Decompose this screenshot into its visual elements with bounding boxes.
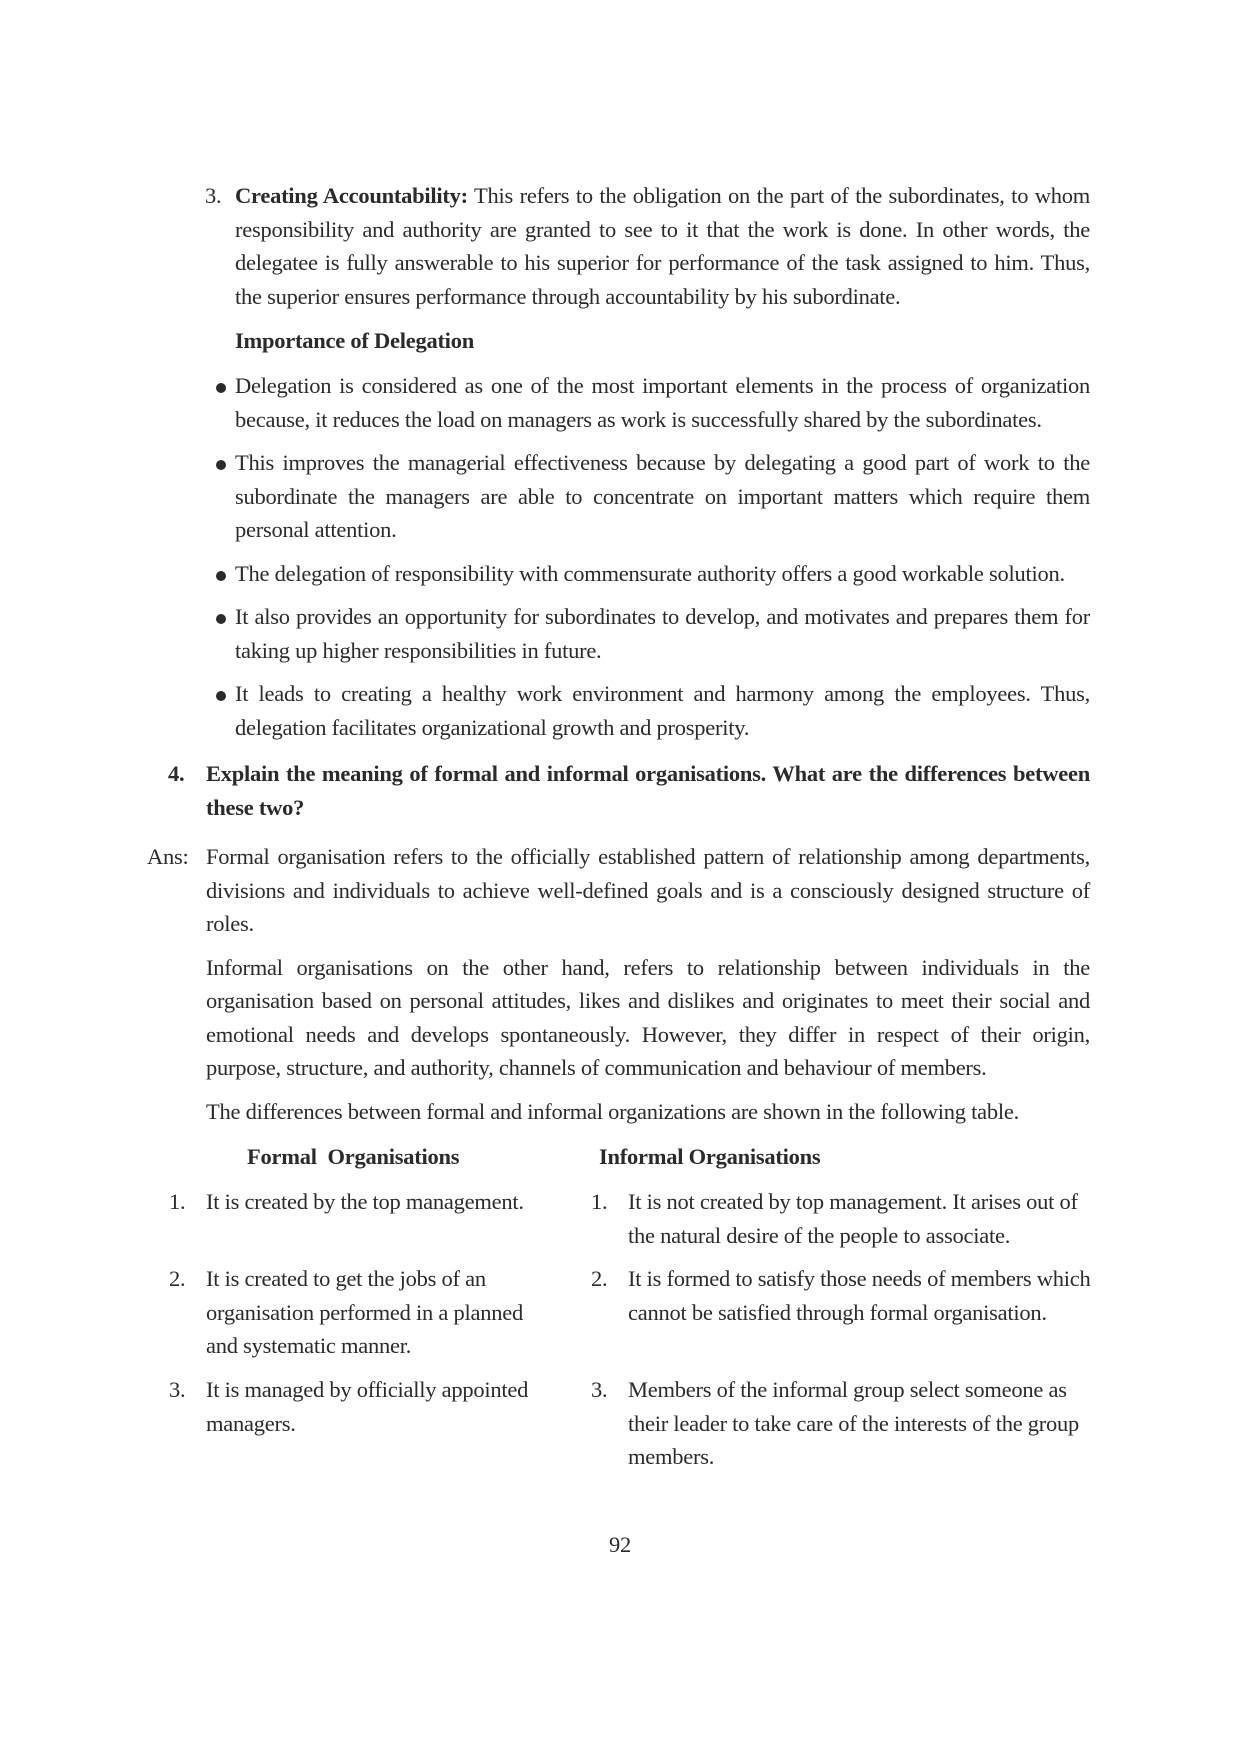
cell-text: It is formed to satisfy those needs of members which cannot be satisfied through formal organisation. xyxy=(628,1266,1091,1325)
cell-number: 1. xyxy=(169,1189,186,1214)
table-cell-informal xyxy=(591,1185,1091,1252)
bullet-text: Delegation is considered as one of the most important elements in the process of organization because, it reduces the load on managers as work is successfully shared by the subordinates. xyxy=(235,373,1090,432)
bullet-item xyxy=(215,446,1090,547)
bullet-text: The delegation of responsibility with commensurate authority offers a good workable solution. xyxy=(235,560,1065,586)
answer-paragraph: The differences between formal and informal organizations are shown in the following table. xyxy=(206,1098,1020,1124)
cell-text: Members of the informal group select someone as their leader to take care of the interests of the group members. xyxy=(628,1377,1080,1469)
cell-number: 1. xyxy=(591,1189,608,1214)
list-item-creating-accountability xyxy=(205,179,1090,313)
cell-number: 2. xyxy=(169,1266,186,1291)
answer-paragraph: Formal organisation refers to the officially established pattern of relationship among departments, divisions and individuals to achieve well-defined goals and is a consciously designed structure of roles. xyxy=(206,844,1090,936)
bullet-icon xyxy=(216,571,226,581)
table-cell-informal xyxy=(591,1373,1091,1474)
question-text: Explain the meaning of formal and informal organisations. What are the differences between these two? xyxy=(206,761,1090,820)
bullet-text: It also provides an opportunity for subordinates to develop, and motivates and prepares them for taking up higher responsibilities in future. xyxy=(235,604,1090,663)
question-4 xyxy=(168,757,1090,824)
list-item-body xyxy=(235,179,1090,313)
bullet-text: It leads to creating a healthy work environment and harmony among the employees. Thus, delegation facilitates organizational growth and prosperity. xyxy=(235,681,1090,740)
cell-text: It is created by the top management. xyxy=(206,1189,524,1214)
cell-text: It is not created by top management. It arises out of the natural desire of the people to associate. xyxy=(628,1189,1078,1248)
table-cell-informal xyxy=(591,1262,1091,1329)
cell-text: It is managed by officially appointed managers. xyxy=(206,1377,529,1436)
bullet-icon xyxy=(216,691,226,701)
bullet-icon xyxy=(216,460,226,470)
answer-paragraph: Informal organisations on the other hand, refers to relationship between individuals in the organisation based on personal attitudes, likes and dislikes and originates to meet their social and emotional needs and develops spontaneously. However, they differ in respect of their origin, purpose, structure, and authority, channels of communication and behaviour of members. xyxy=(206,954,1090,1080)
answer-label: Ans: xyxy=(147,844,189,869)
page-number: 92 xyxy=(609,1532,631,1557)
list-item-text: This refers to the obligation on the part of the subordinates, to whom responsibility and authority are granted to see to it that the work is done. In other words, the delegatee is fully answerable to his superior for performance of the task assigned to him. Thus, the superior ensures performance through accountability by his subordinate. xyxy=(235,183,1090,309)
section-heading: Importance of Delegation xyxy=(235,328,474,353)
cell-number: 3. xyxy=(591,1377,608,1402)
cell-number: 2. xyxy=(591,1266,608,1291)
cell-number: 3. xyxy=(169,1377,186,1402)
list-item-number: 3. xyxy=(205,183,222,208)
list-item-title: Creating Accountability: xyxy=(235,183,468,208)
bullet-item xyxy=(215,600,1090,667)
bullet-text: This improves the managerial effectiveness because by delegating a good part of work to the subordinate the managers are able to concentrate on important matters which require them personal attention. xyxy=(235,450,1090,542)
bullet-item xyxy=(215,557,1090,591)
bullet-item xyxy=(215,369,1090,436)
table-cell-formal xyxy=(169,1262,559,1363)
question-number: 4. xyxy=(168,761,185,786)
cell-text: It is created to get the jobs of an organisation performed in a planned and systematic manner. xyxy=(206,1266,523,1358)
table-header-formal: Formal Organisations xyxy=(247,1144,460,1169)
bullet-icon xyxy=(216,383,226,393)
bullet-item xyxy=(215,677,1090,744)
table-cell-formal xyxy=(169,1185,559,1219)
bullet-list xyxy=(215,369,1090,754)
bullet-icon xyxy=(216,614,226,624)
table-cell-formal xyxy=(169,1373,559,1440)
answer-body xyxy=(206,840,1090,1138)
table-header-informal: Informal Organisations xyxy=(599,1144,821,1169)
